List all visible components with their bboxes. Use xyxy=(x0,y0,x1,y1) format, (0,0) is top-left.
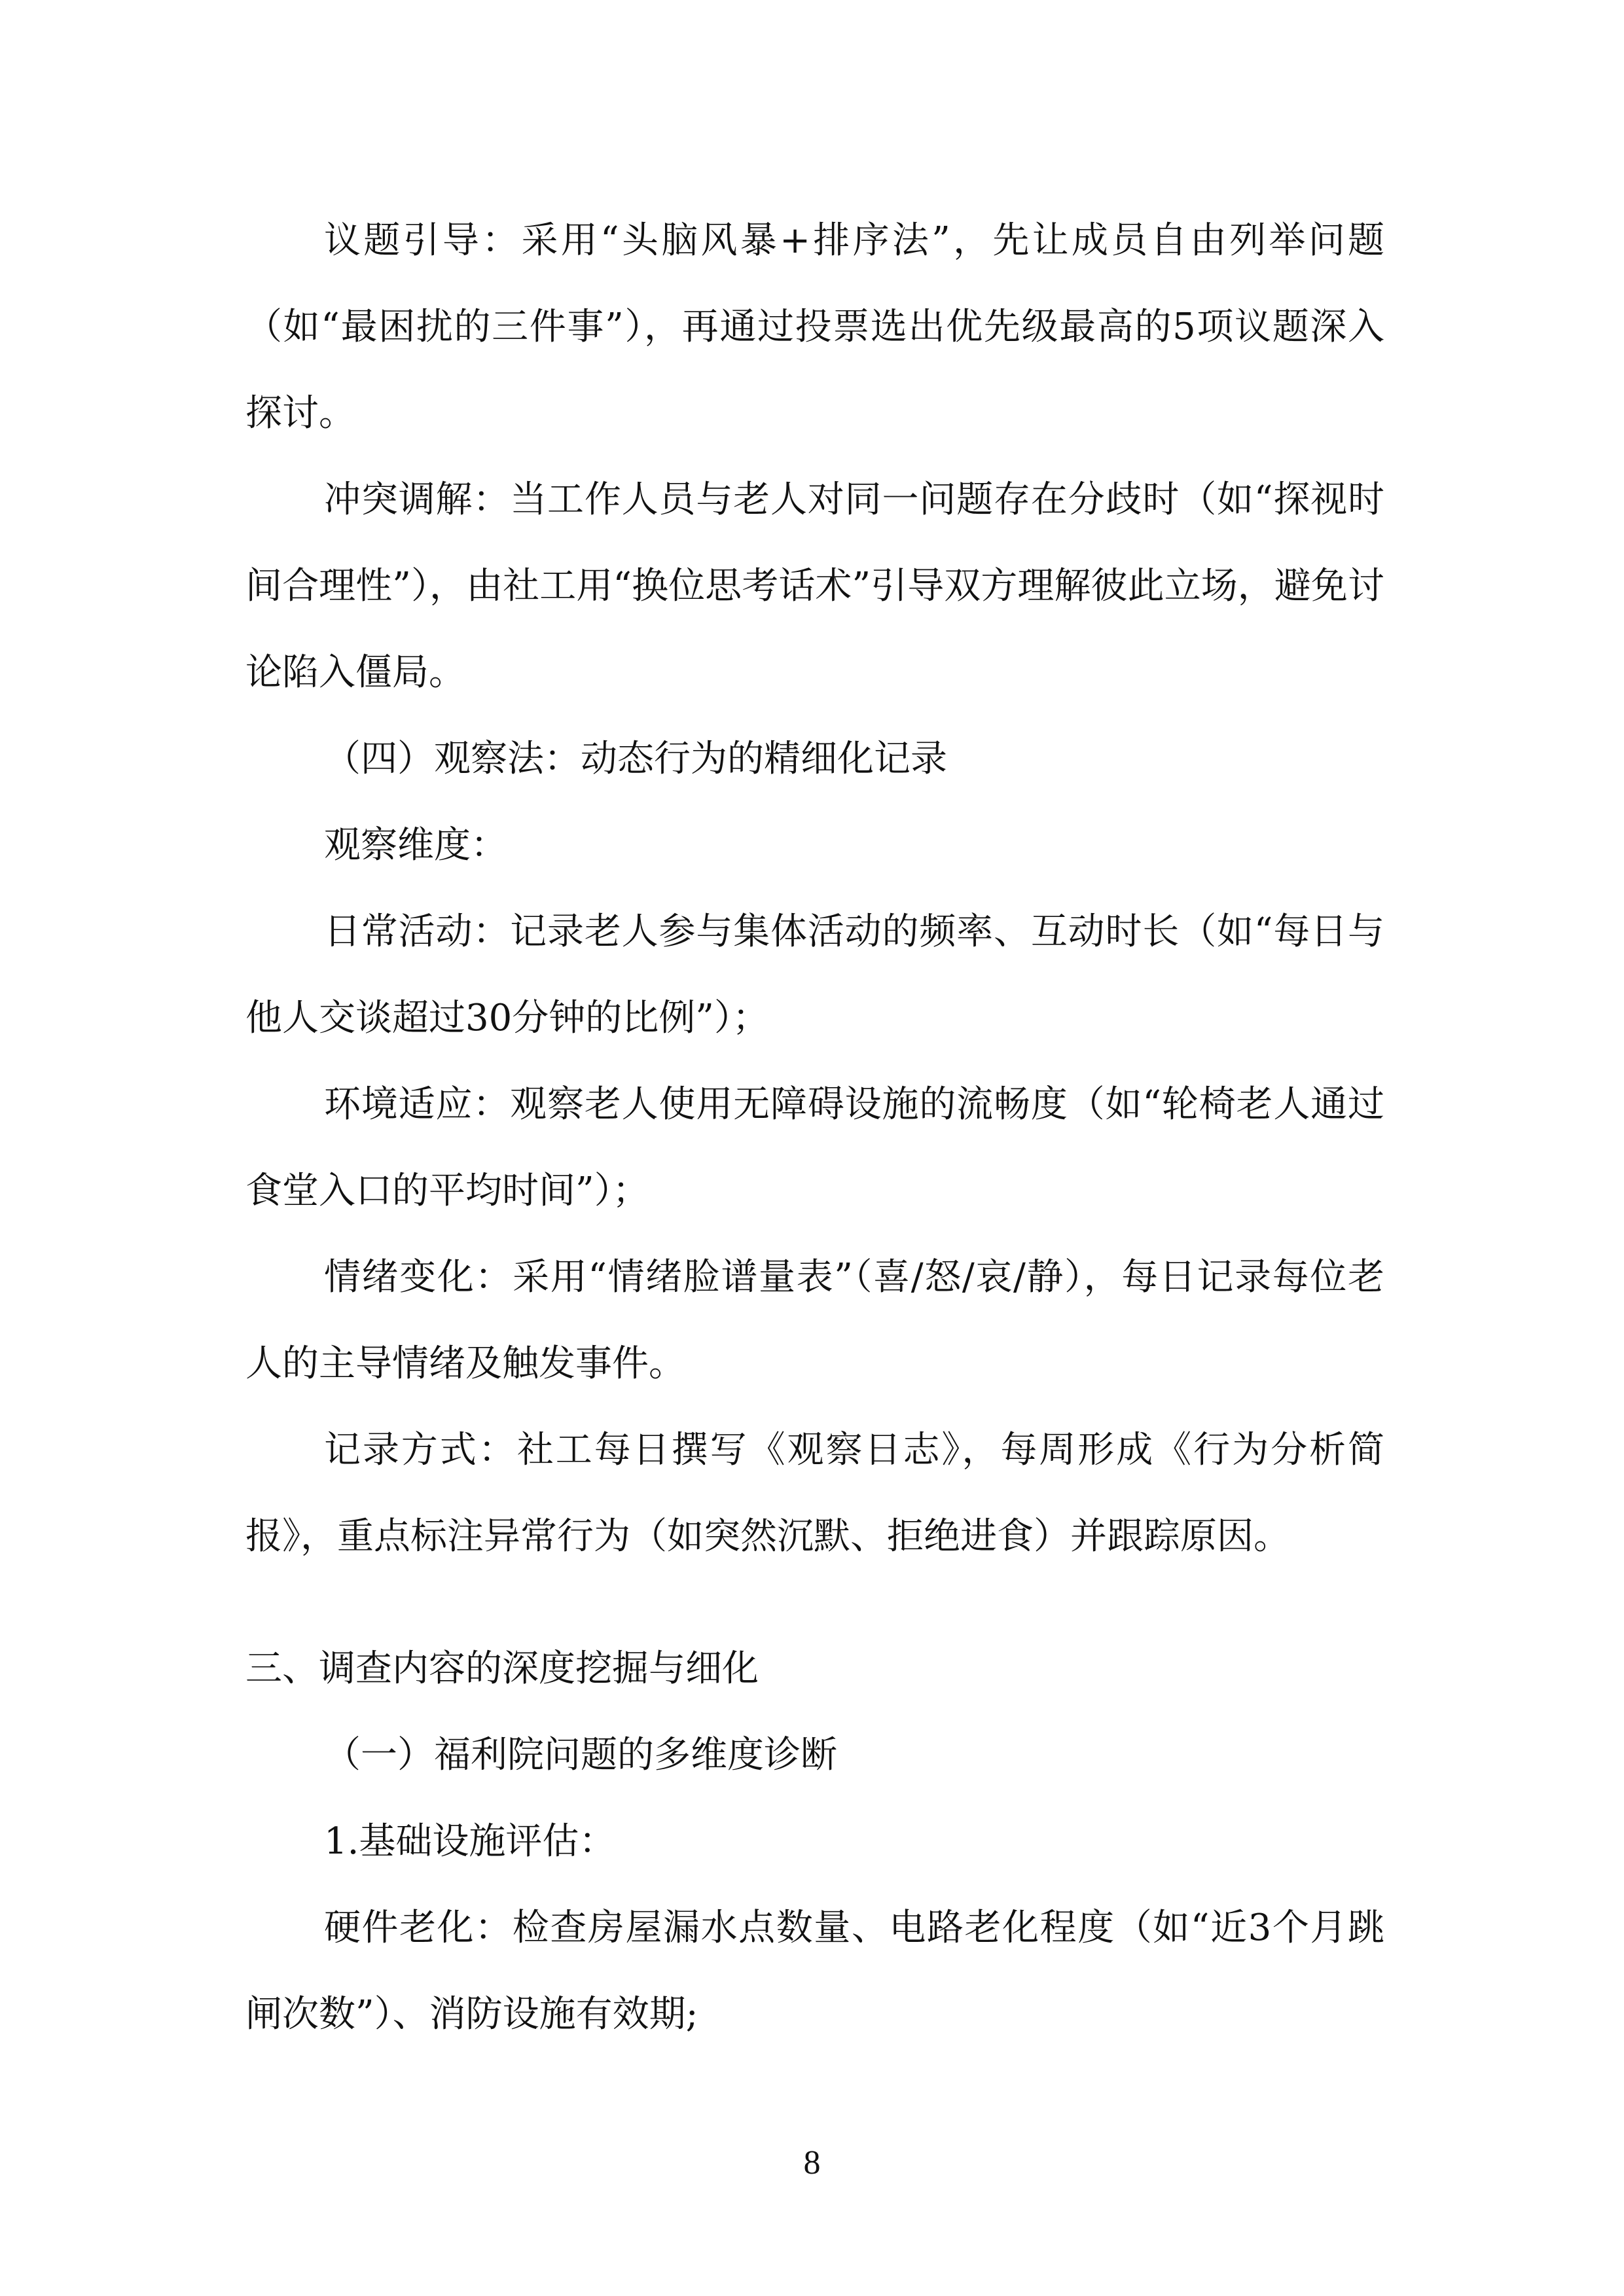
section-three-heading: 三、调查内容的深度挖掘与细化 xyxy=(245,1647,759,1690)
paragraph-environment-adaptation: 环境适应：观察老人使用无障碍设施的流畅度（如“轮椅老人通过食堂入口的平均时间”）； xyxy=(245,1083,1384,1212)
page-number: 8 xyxy=(803,2144,821,2181)
paragraph-emotional-change: 情绪变化：采用“情绪脸谱量表”（喜/怒/哀/静），每日记录每位老人的主导情绪及触发事件。 xyxy=(245,1256,1384,1385)
item-one-heading: 1.基础设施评估： xyxy=(324,1820,616,1863)
paragraph-topic-guidance: 议题引导：采用“头脑风暴+排序法”，先让成员自由列举问题（如“最困扰的三件事”），再通过投票选出优先级最高的5项议题深入探讨。 xyxy=(245,219,1384,435)
observation-dimensions-label: 观察维度： xyxy=(324,824,507,867)
observation-method-heading: （四）观察法：动态行为的精细化记录 xyxy=(324,738,947,780)
subsection-one-heading: （一）福利院问题的多维度诊断 xyxy=(324,1734,837,1776)
paragraph-conflict-mediation: 冲突调解：当工作人员与老人对同一问题存在分歧时（如“探视时间合理性”），由社工用“换位思考话术”引导双方理解彼此立场，避免讨论陷入僵局。 xyxy=(245,478,1384,694)
paragraph-hardware-aging: 硬件老化：检查房屋漏水点数量、电路老化程度（如“近3个月跳闸次数”）、消防设施有效期; xyxy=(245,1907,1384,2036)
paragraph-recording-method: 记录方式：社工每日撰写《观察日志》，每周形成《行为分析简报》，重点标注异常行为（如突然沉默、拒绝进食）并跟踪原因。 xyxy=(245,1429,1384,1558)
paragraph-daily-activities: 日常活动：记录老人参与集体活动的频率、互动时长（如“每日与他人交谈超过30分钟的比例”）； xyxy=(245,910,1384,1039)
